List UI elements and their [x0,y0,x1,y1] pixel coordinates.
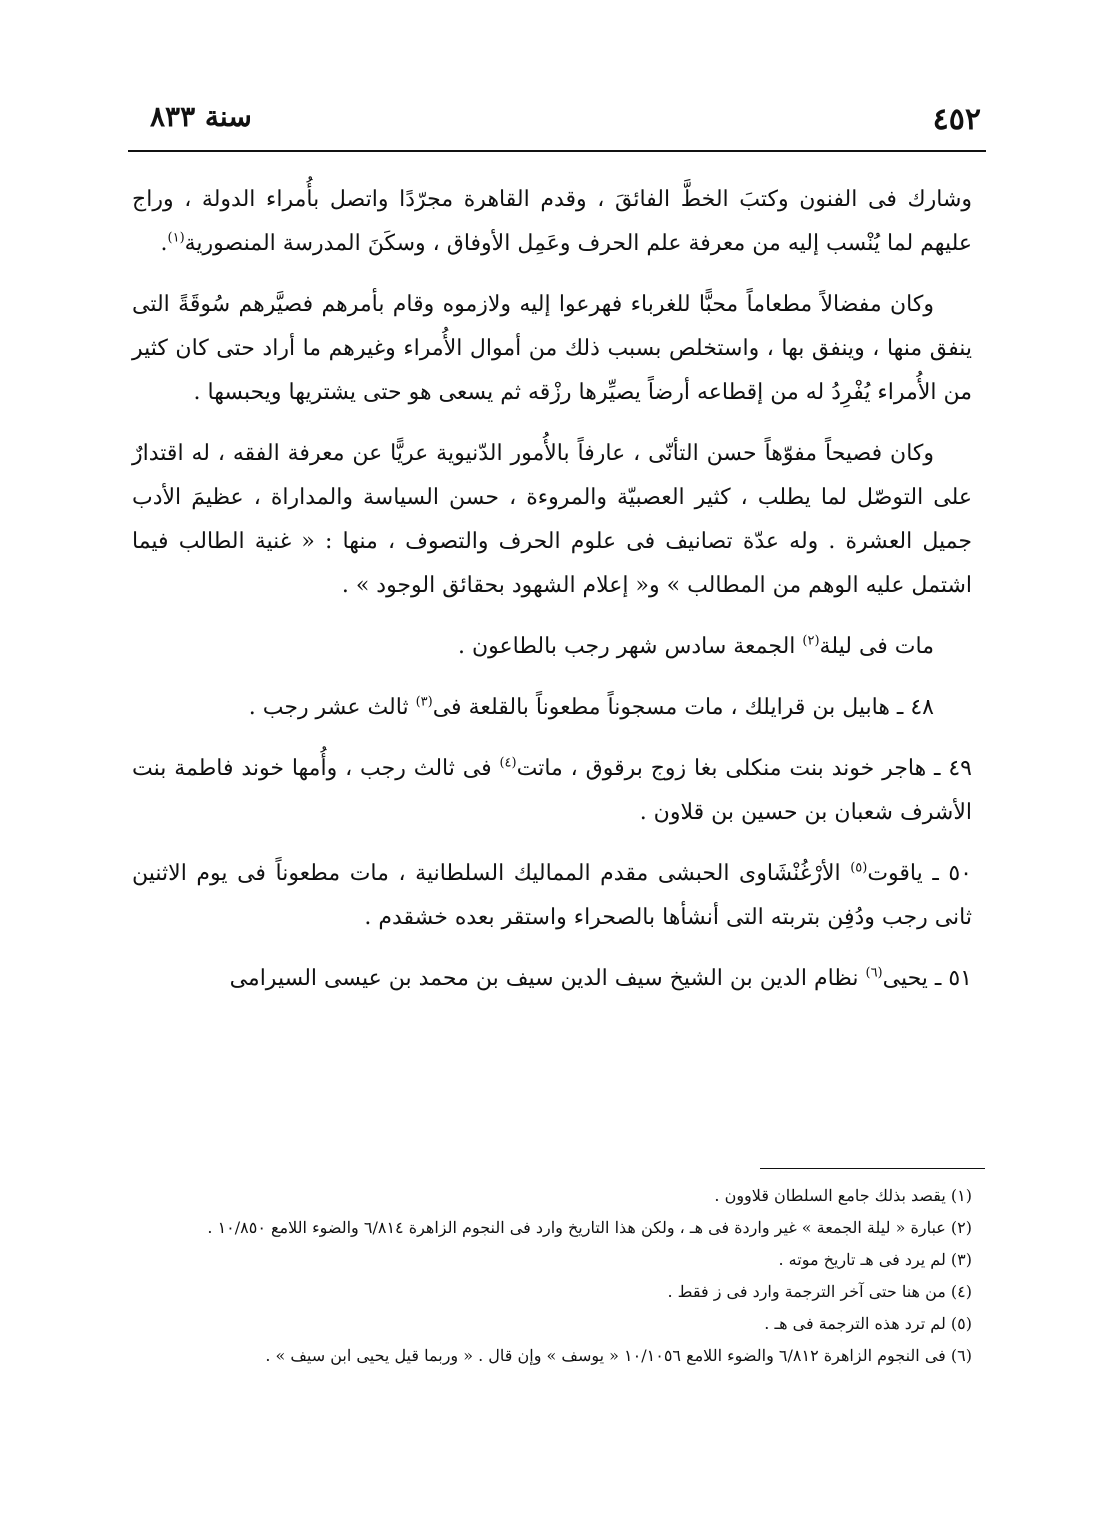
entry-49: ٤٩ ـ هاجر خوند بنت منكلى بغا زوج برقوق ، ماتت$^{(٤)}$ فى ثالث رجب ، وأُمها خوند فاطمة بنت الأشرف شعبان بن حسين بن قلاون . [132,755,972,825]
footnote-ref-5: (٥) [850,860,868,876]
paragraph-3: وكان فصيحاً مفوّهاً حسن التأنّى ، عارفاً بالأُمور الدّنيوية عريًّا عن معرفة الفقه ، له اقتدارٌ على التوصّل لما يطلب ، كثير العصبيّة والمروءة ، حسن السياسة والمداراة ، عظيمَ الأدب جميل العشرة . وله عدّة تصانيف فى علوم الحرف والتصوف ، منها : « غنية الطالب فيما اشتمل عليه الوهم من المطالب » و« إعلام الشهود بحقائق الوجود » . [132,441,972,598]
footnote-ref-1: (١) [167,230,185,246]
footnote-6: (٦) فى النجوم الزاهرة ٦/٨١٢ والضوء اللامع ١٠/١٠٥٦ « يوسف » وإن قال . « وربما قيل يحيى ابن سيف » . [265,1346,972,1365]
footnotes [132,1180,972,1372]
footnote-ref-4: (٤) [499,755,517,771]
footnote-5: (٥) لم ترد هذه الترجمة فى هـ . [764,1314,972,1333]
entry-48: ٤٨ ـ هابيل بن قرايلك ، مات مسجوناً مطعوناً بالقلعة فى$^{(٣)}$ ثالث عشر رجب . [248,694,934,720]
footnote-1: (١) يقصد بذلك جامع السلطان قلاوون . [714,1186,972,1205]
main-text [132,178,972,1018]
footnote-ref-3: (٣) [415,694,433,710]
footnote-ref-6: (٦) [865,965,883,981]
footnote-3: (٣) لم يرد فى هـ تاريخ موته . [778,1250,972,1269]
header-rule [128,150,986,152]
paragraph-2: وكان مفضالاً مطعاماً محبًّا للغرباء فهرعوا إليه ولازموه وقام بأمرهم فصيَّرهم سُوقَةً التى ينفق منها ، وينفق بها ، واستخلص بسبب ذلك من أموال الأُمراء وغيرهم ما أراد حتى كان كثير من الأُمراء يُفْرِدُ له من إقطاعه أرضاً يصيِّرها رزْقه ثم يسعى هو حتى يشتريها ويحبسها . [132,292,972,405]
entry-50: ٥٠ ـ ياقوت$^{(٥)}$ الأرْغُنْشَاوى الحبشى مقدم المماليك السلطانية ، مات مطعوناً فى يوم الاثنين ثانى رجب ودُفِن بتربته التى أنشأها بالصحراء واستقر بعده خشقدم . [132,860,972,930]
paragraph-1: وشارك فى الفنون وكتبَ الخطَّ الفائقَ ، وقدم القاهرة مجرّدًا واتصل بأُمراء الدولة ، وراج عليهم لما يُنْسب إليه من معرفة علم الحرف وعَمِل الأوفاق ، وسكَنَ المدرسة المنصورية$^{(١)}$. [132,187,972,256]
running-head-year: سنة ٨٣٣ [150,100,252,133]
footnote-rule [760,1168,985,1169]
footnote-4: (٤) من هنا حتى آخر الترجمة وارد فى ز فقط . [667,1282,972,1301]
entry-51: ٥١ ـ يحيى$^{(٦)}$ نظام الدين بن الشيخ سيف الدين سيف بن محمد بن عيسى السيرامى [229,965,972,991]
footnote-2: (٢) عبارة « ليلة الجمعة » غير واردة فى هـ ، ولكن هذا التاريخ وارد فى النجوم الزاهرة ٦/٨١٤ والضوء اللامع ١٠/٨٥٠ . [207,1218,972,1237]
paragraph-4: مات فى ليلة$^{(٢)}$ الجمعة سادس شهر رجب بالطاعون . [458,633,934,659]
page-number: ٤٥٢ [932,102,981,137]
footnote-ref-2: (٢) [802,633,820,649]
